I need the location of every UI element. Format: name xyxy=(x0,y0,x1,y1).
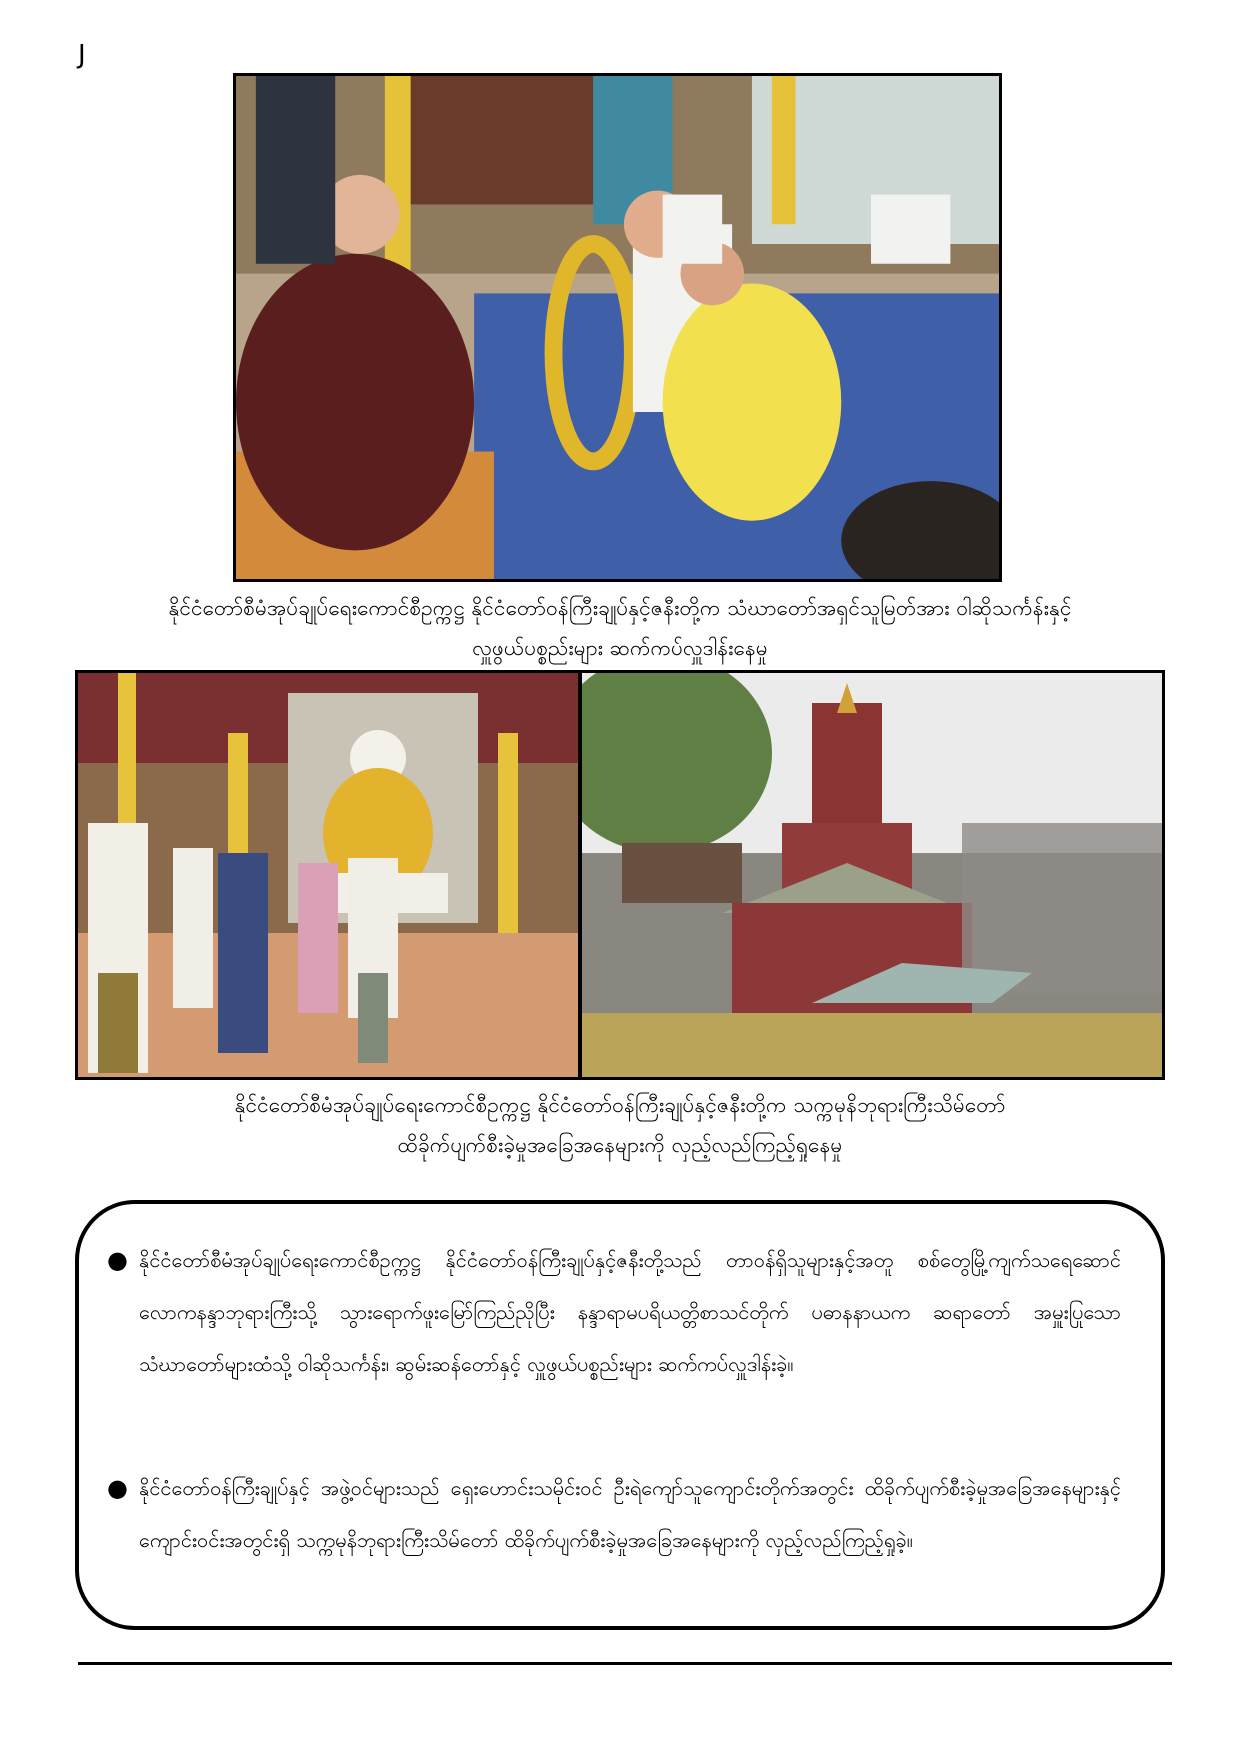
damaged-pagoda-photo-icon xyxy=(582,673,1162,1077)
page-number: J xyxy=(78,40,86,70)
caption-line: နိုင်ငံတော်စီမံအုပ်ချုပ်ရေးကောင်စီဥက္ကဋ္ဌ နိုင်ငံတော်ဝန်ကြီးချုပ်နှင့်ဇနီးတို့က သက္ကမုနိဘုရားကြီးသိမ်တော် xyxy=(234,1093,1006,1117)
bullet-icon: ● xyxy=(107,1246,128,1274)
damaged-pagoda-photo xyxy=(582,673,1162,1077)
footer-divider xyxy=(78,1662,1172,1665)
first-photo-caption xyxy=(60,588,1180,668)
caption-line: လှူဖွယ်ပစ္စည်းများ ဆက်ကပ်လှူဒါန်းနေမှု xyxy=(472,636,768,660)
caption-line: နိုင်ငံတော်စီမံအုပ်ချုပ်ရေးကောင်စီဥက္ကဋ္ဌ နိုင်ငံတော်ဝန်ကြီးချုပ်နှင့်ဇနီးတို့က သံဃာတော်အရှင်သူမြတ်အား ဝါဆိုသင်္ကန်းနှင့် xyxy=(168,596,1072,620)
summary-text: နိုင်ငံတော်ဝန်ကြီးချုပ်နှင့် အဖွဲ့ဝင်များသည် ရှေးဟောင်းသမိုင်းဝင် ဦးရဲကျော်သူကျောင်းတိုက်အတွင်း ထိခိုက်ပျက်စီးခဲ့မှုအခြေအနေများနှင့် ကျောင်းဝင်းအတွင်းရှိ သက္ကမုနိဘုရားကြီးသိမ်တော် ထိခိုက်ပျက်စီးခဲ့မှုအခြေအနေများကို လှည့်လည်ကြည့်ရှုခဲ့။ xyxy=(139,1476,1121,1552)
caption-line: ထိခိုက်ပျက်စီးခဲ့မှုအခြေအနေများကို လှည့်လည်ကြည့်ရှုနေမှု xyxy=(397,1133,843,1157)
monk-offering-photo xyxy=(233,73,1002,582)
summary-item xyxy=(107,1462,1121,1566)
summary-text: နိုင်ငံတော်စီမံအုပ်ချုပ်ရေးကောင်စီဥက္ကဋ္ဌ နိုင်ငံတော်ဝန်ကြီးချုပ်နှင့်ဇနီးတို့သည် တာဝန်ရှိသူများနှင့်အတူ စစ်တွေမြို့ကျက်သရေဆောင် လောကနန္ဒာဘုရားကြီးသို့ သွားရောက်ဖူးမြော်ကြည်ညိုပြီး နန္ဒာရာမပရိယတ္တိစာသင်တိုက် ပဓာနနာယက ဆရာတော် အမှူးပြုသောသံဃာတော်များထံသို့ ဝါဆိုသင်္ကန်း၊ ဆွမ်းဆန်တော်နှင့် လှူဖွယ်ပစ္စည်းများ ဆက်ကပ်လှူဒါန်းခဲ့။ xyxy=(139,1248,1121,1376)
buddha-statue-hall-photo-icon xyxy=(78,673,578,1077)
summary-item xyxy=(107,1234,1121,1390)
buddha-hall-photo xyxy=(78,673,578,1077)
second-photo-caption xyxy=(60,1085,1180,1165)
summary-box xyxy=(75,1200,1165,1630)
monk-receiving-offering-photo-icon xyxy=(236,76,999,579)
inspection-photos xyxy=(75,670,1165,1080)
bullet-icon: ● xyxy=(107,1474,128,1502)
